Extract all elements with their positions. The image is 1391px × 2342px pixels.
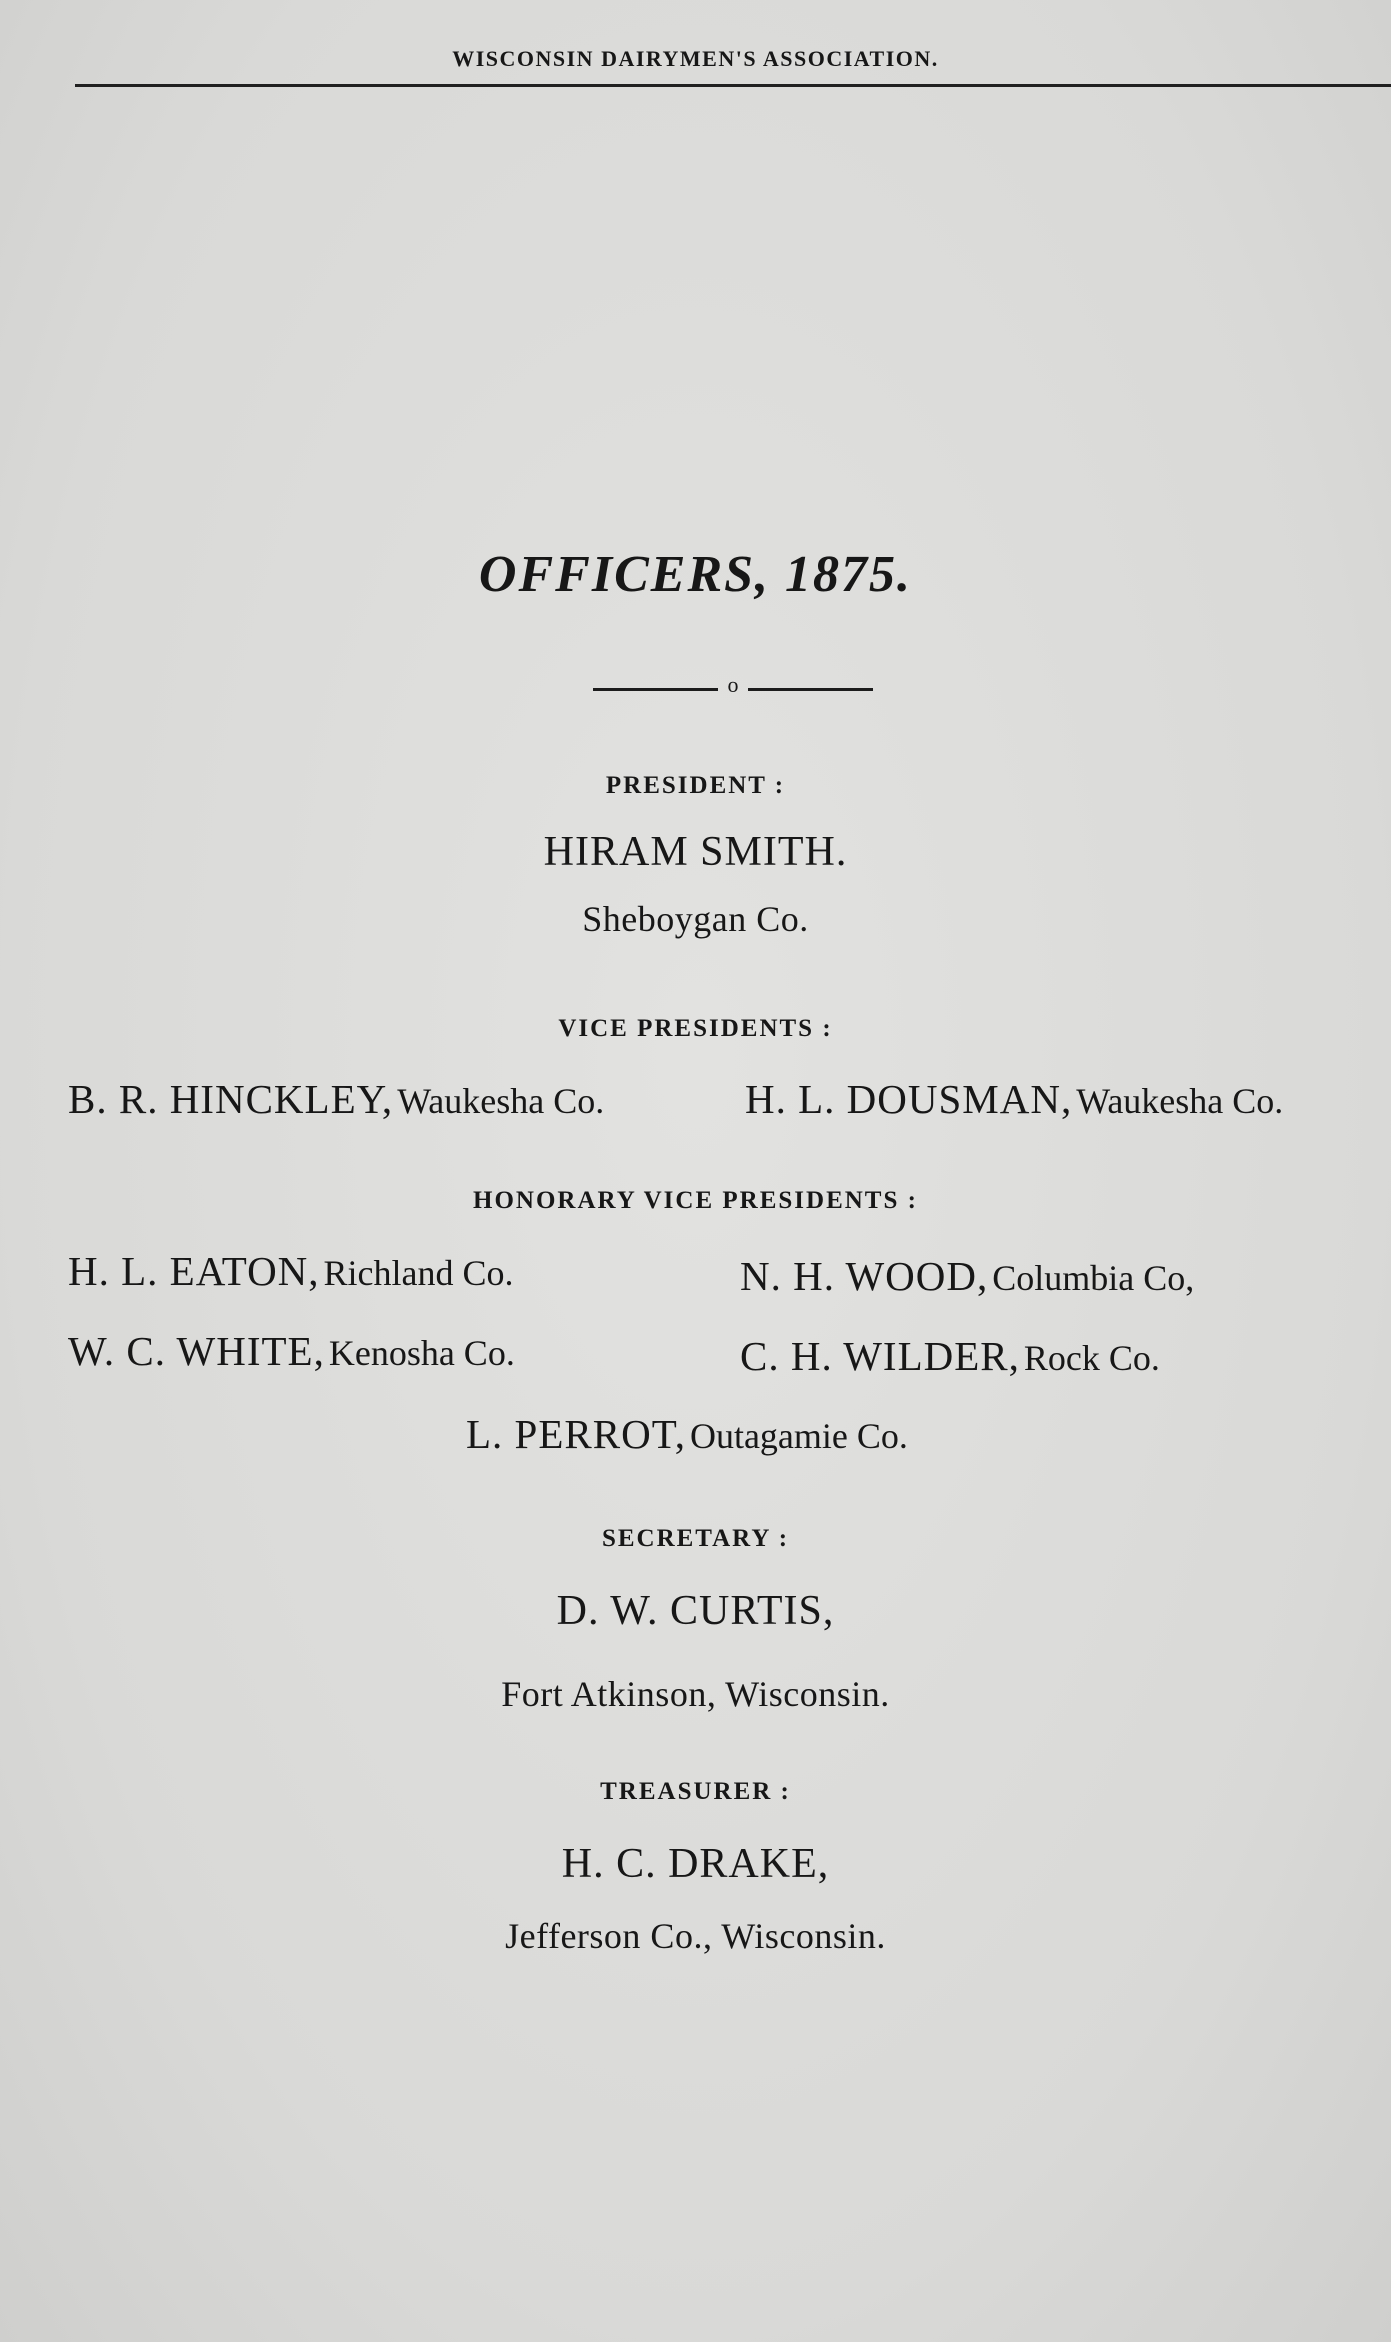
honorary-vp-name: L. PERROT,: [466, 1411, 686, 1457]
honorary-vp-entry: [68, 1327, 515, 1375]
vice-presidents-label: VICE PRESIDENTS :: [558, 1015, 833, 1042]
honorary-vp-county: Outagamie Co.: [689, 1416, 908, 1456]
honorary-vice-presidents-label: HONORARY VICE PRESIDENTS :: [473, 1187, 918, 1214]
vice-president-entry: [68, 1075, 604, 1123]
honorary-vp-entry: [740, 1332, 1160, 1380]
treasurer-name: H. C. DRAKE,: [561, 1841, 830, 1887]
honorary-vp-name: H. L. EATON,: [68, 1248, 320, 1294]
page-title: OFFICERS, 1875.: [478, 546, 913, 603]
honorary-vp-entry: [740, 1252, 1194, 1300]
secretary-place: Fort Atkinson, Wisconsin.: [501, 1674, 890, 1714]
divider-line-left: [593, 688, 718, 691]
honorary-vp-name: C. H. WILDER,: [740, 1333, 1020, 1379]
honorary-vp-entry: [466, 1410, 908, 1458]
honorary-vp-name: W. C. WHITE,: [68, 1328, 325, 1374]
treasurer-place: Jefferson Co., Wisconsin.: [505, 1916, 886, 1956]
vice-president-county: Waukesha Co.: [1076, 1081, 1284, 1121]
treasurer-label: TREASURER :: [600, 1778, 791, 1805]
vice-president-entry: [745, 1075, 1283, 1123]
ornament-divider: [593, 672, 873, 702]
running-head: WISCONSIN DAIRYMEN'S ASSOCIATION.: [452, 46, 939, 71]
secretary-name: D. W. CURTIS,: [556, 1588, 835, 1634]
honorary-vp-county: Kenosha Co.: [328, 1333, 515, 1373]
honorary-vp-entry: [68, 1247, 514, 1295]
vice-president-county: Waukesha Co.: [397, 1081, 605, 1121]
header-rule: [75, 84, 1391, 87]
president-label: PRESIDENT :: [605, 772, 786, 799]
honorary-vp-county: Columbia Co,: [992, 1258, 1195, 1298]
honorary-vp-county: Richland Co.: [323, 1253, 514, 1293]
divider-line-right: [748, 688, 873, 691]
divider-mark: o: [727, 672, 739, 697]
honorary-vp-name: N. H. WOOD,: [740, 1253, 989, 1299]
secretary-label: SECRETARY :: [601, 1525, 790, 1552]
president-place: Sheboygan Co.: [582, 899, 809, 939]
vice-president-name: B. R. HINCKLEY,: [68, 1076, 394, 1122]
president-name: HIRAM SMITH.: [543, 829, 848, 875]
vice-president-name: H. L. DOUSMAN,: [745, 1076, 1073, 1122]
honorary-vp-county: Rock Co.: [1023, 1338, 1160, 1378]
